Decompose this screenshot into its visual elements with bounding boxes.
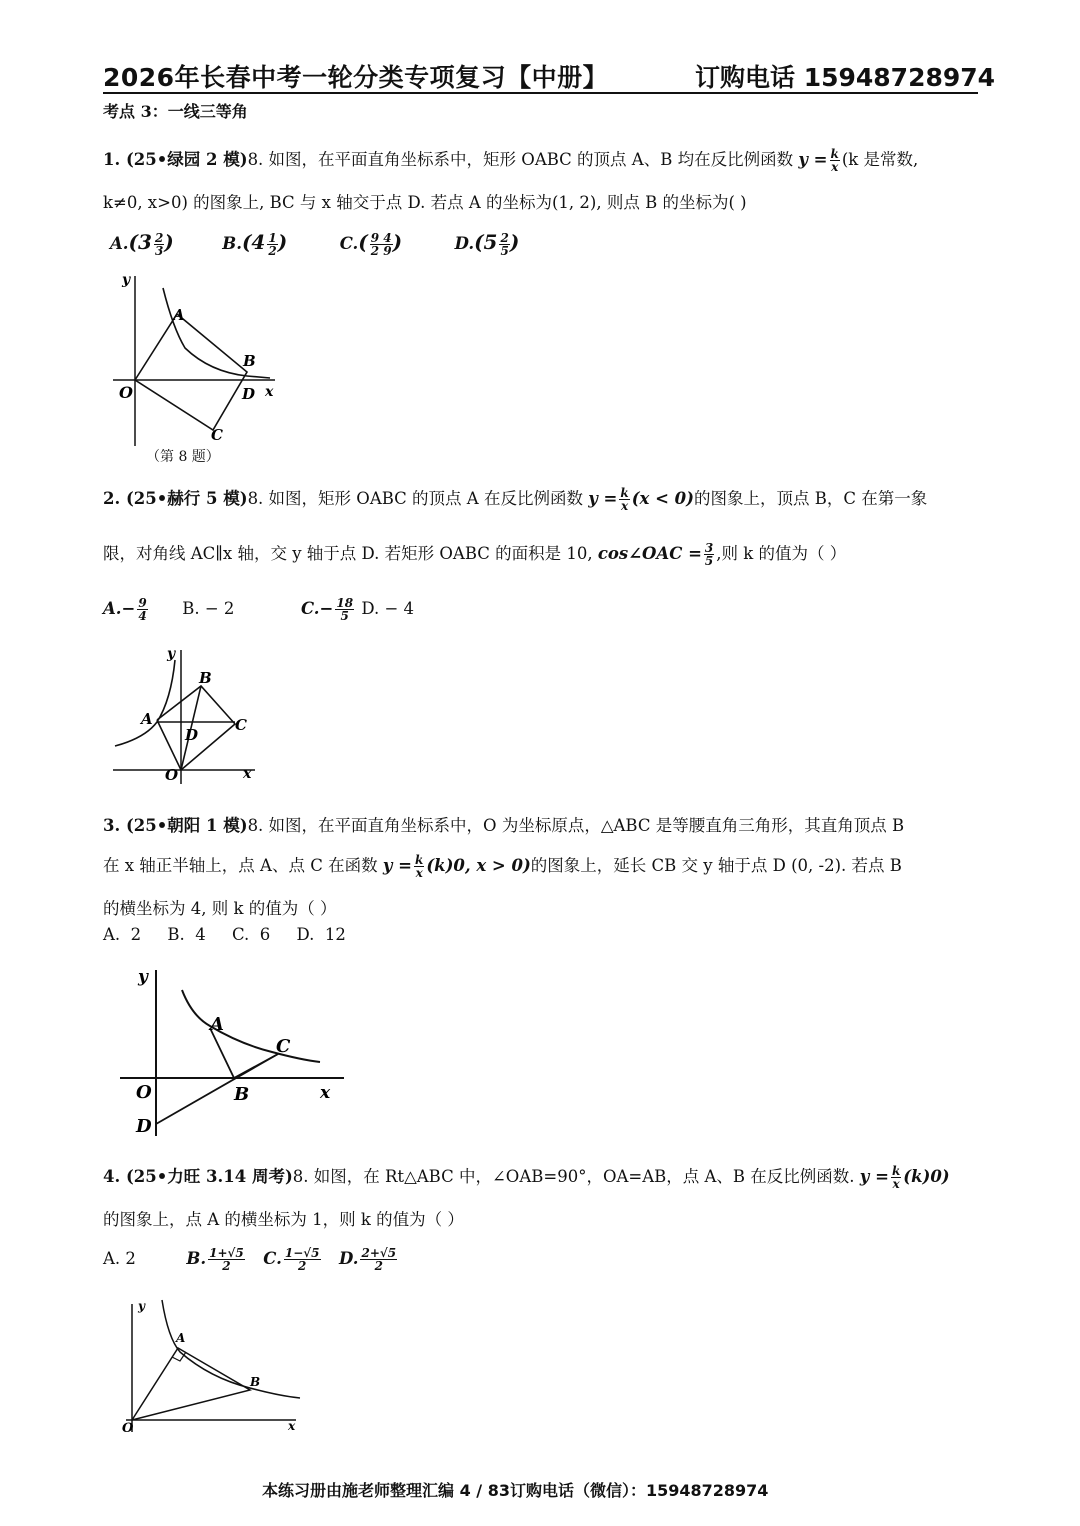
q1-label-D: D [242,385,256,403]
q4-option-a-label: A. [103,1249,121,1268]
q4-option-d-frac: $\frac{2+√5}{2}$ [361,1246,397,1273]
q4-option-d-label: D. [339,1249,359,1268]
q2-option-a-frac: $\frac{9}{4}$ [138,596,147,623]
q3-label-D: D [136,1116,152,1137]
q4-option-c-frac: $\frac{1-√5}{2}$ [284,1246,320,1273]
q2-option-b-label: B. [182,599,200,618]
q2-text-d: ,则 k 的值为（ ） [716,544,847,563]
q2-label-x: x [243,766,252,782]
q4-option-c-label: C. [263,1249,282,1268]
q1-option-d-label: D. [454,234,475,253]
q2-text-b: 的图象上，顶点 B，C 在第一象 [693,489,928,508]
q2-curve [115,660,175,746]
q2-label-B: B [199,669,212,687]
q1-option-d-frac: $\frac{2}{5}$ [500,231,509,258]
q2-option-a-label: A. [103,599,122,618]
q1-option-a-frac: $\frac{2}{3}$ [154,231,164,258]
q1-label-B: B [243,352,256,370]
q2-label-A: A [141,710,153,728]
q3-label-C: C [276,1036,291,1057]
q4-label-y: y [138,1299,145,1313]
q4-options [103,1247,399,1272]
q2-formula-frac: $\frac{k}{x}$ [620,486,629,513]
q1-formula-y: y = [798,150,828,169]
q4-line2: 的图象上，点 A 的横坐标为 1，则 k 的值为（ ） [103,1210,464,1229]
q3-formula-frac: $\frac{k}{x}$ [415,853,424,880]
q3-options: A. 2 B. 4 C. 6 D. 12 [103,925,346,944]
q1-option-c-frac: $\frac{9 4}{2 9}$ [370,231,392,258]
q3-tag: 3. (25•朝阳 1 模) [103,816,248,835]
q1-text-b: (k 是常数, [841,150,919,169]
q3-label-O: O [136,1082,152,1103]
q1-options [110,230,519,257]
q2-option-c-prefix: − [319,599,334,618]
q1-line1 [103,146,918,173]
q1-rectangle [135,314,247,430]
q4-line1 [103,1163,950,1190]
q2-formula-y: y = [588,489,618,508]
q1-option-b-whole: (4 [241,230,266,254]
q2-figure [105,642,265,787]
q1-option-b-close: ) [277,230,288,254]
q3-line1 [103,812,904,836]
q3-line3: 的横坐标为 4, 则 k 的值为（ ） [103,899,337,918]
q1-text-a: 8. 如图，在平面直角坐标系中，矩形 OABC 的顶点 A、B 均在反比例函数 [247,150,794,169]
q4-label-B: B [250,1375,261,1389]
q3-label-x: x [320,1083,331,1103]
q2-label-C: C [235,716,247,734]
q3-triangle-sides [210,1028,278,1078]
footer: 本练习册由施老师整理汇编 4 / 83订购电话（微信）：15948728974 [262,1481,769,1500]
q3-line-dc [156,1054,278,1124]
q4-option-b-frac: $\frac{1+√5}{2}$ [209,1246,244,1273]
q4-label-x: x [288,1419,296,1433]
q4-figure [110,1298,310,1438]
q3-formula-cond: (k)0, x > 0) [426,856,531,875]
q1-label-y: y [122,272,131,288]
q3-figure [112,960,352,1140]
q2-option-d-label: D. [361,599,380,618]
q2-options [103,597,414,622]
q2-option-b-text: − 2 [204,599,235,618]
q3-text-c: 的图象上，延长 CB 交 y 轴于点 D (0, -2). 若点 B [530,856,902,875]
q2-label-D: D [185,726,199,744]
q1-option-d-close: ) [509,230,520,254]
q2-label-O: O [165,766,179,784]
q1-option-a-whole: (3 [128,230,152,254]
q1-label-A: A [173,306,185,324]
q3-formula-y: y = [382,856,412,875]
q1-label-x: x [265,384,274,400]
q2-line1 [103,485,927,512]
q2-text-c: 限，对角线 AC∥x 轴，交 y 轴于点 D. 若矩形 OABC 的面积是 10, [103,544,593,563]
q1-option-a-label: A. [110,234,129,253]
q1-caption: （第 8 题） [146,449,220,465]
header-phone: 订购电话 15948728974 [695,63,996,92]
q2-text-a: 8. 如图，矩形 OABC 的顶点 A 在反比例函数 [247,489,583,508]
header-rule [103,92,978,94]
q2-label-y: y [167,646,176,662]
q2-line2 [103,540,846,567]
q4-triangle [132,1348,250,1420]
q2-option-d-text: − 4 [384,599,415,618]
q3-label-y: y [138,967,148,987]
q4-option-a-text: 2 [125,1249,136,1268]
q2-option-c-frac: $\frac{18}{5}$ [336,596,354,623]
q1-tag: 1. (25•绿园 2 模) [103,150,248,169]
q4-option-b-label: B. [186,1249,207,1268]
q1-figure [105,268,290,448]
q1-option-a-close: ) [164,230,174,254]
q1-option-c-label: C. [339,234,359,253]
q4-tag: 4. (25•力旺 3.14 周考) [103,1167,293,1186]
q4-curve [162,1300,300,1398]
q4-label-O: O [122,1421,134,1436]
header-title: 2026年长春中考一轮分类专项复习【中册】 [103,63,609,92]
q3-line2 [103,852,902,879]
q1-option-b-frac: $\frac{1}{2}$ [268,231,277,258]
q2-option-a-prefix: − [121,599,136,618]
q3-curve [182,990,320,1062]
q1-option-b-label: B. [222,234,242,253]
q2-formula-cond: (x < 0) [631,489,694,508]
q4-formula-frac: $\frac{k}{x}$ [891,1164,901,1191]
q4-label-A: A [176,1331,186,1345]
q3-label-B: B [234,1084,250,1105]
section-title: 考点 3：一线三等角 [103,102,248,121]
q3-text-a: 8. 如图，在平面直角坐标系中，O 为坐标原点，△ABC 是等腰直角三角形，其直角顶点 B [247,816,905,835]
q2-tag: 2. (25•赫行 5 模) [103,489,248,508]
q1-option-c-whole: ( [358,230,368,254]
q1-label-C: C [211,426,223,444]
q1-formula-frac: $\frac{k}{x}$ [830,147,839,174]
q2-cos: cos∠OAC = [597,544,702,563]
q4-text-a: 8. 如图，在 Rt△ABC 中，∠OAB=90°，OA=AB，点 A、B 在反比例函数. [292,1167,855,1186]
q1-line2: k≠0, x>0) 的图象上, BC 与 x 轴交于点 D. 若点 A 的坐标为(1, 2), 则点 B 的坐标为( ) [103,193,747,212]
q4-formula-cond: (k)0) [903,1167,950,1186]
q3-text-b: 在 x 轴正半轴上，点 A、点 C 在函数 [103,856,378,875]
q4-formula-y: y = [859,1167,889,1186]
q1-option-c-close: ) [392,230,403,254]
q2-option-c-label: C. [300,599,320,618]
q1-option-d-whole: (5 [474,230,498,254]
q3-label-A: A [210,1014,224,1035]
q2-cos-frac: $\frac{3}{5}$ [704,541,714,568]
q1-label-O: O [119,383,133,402]
